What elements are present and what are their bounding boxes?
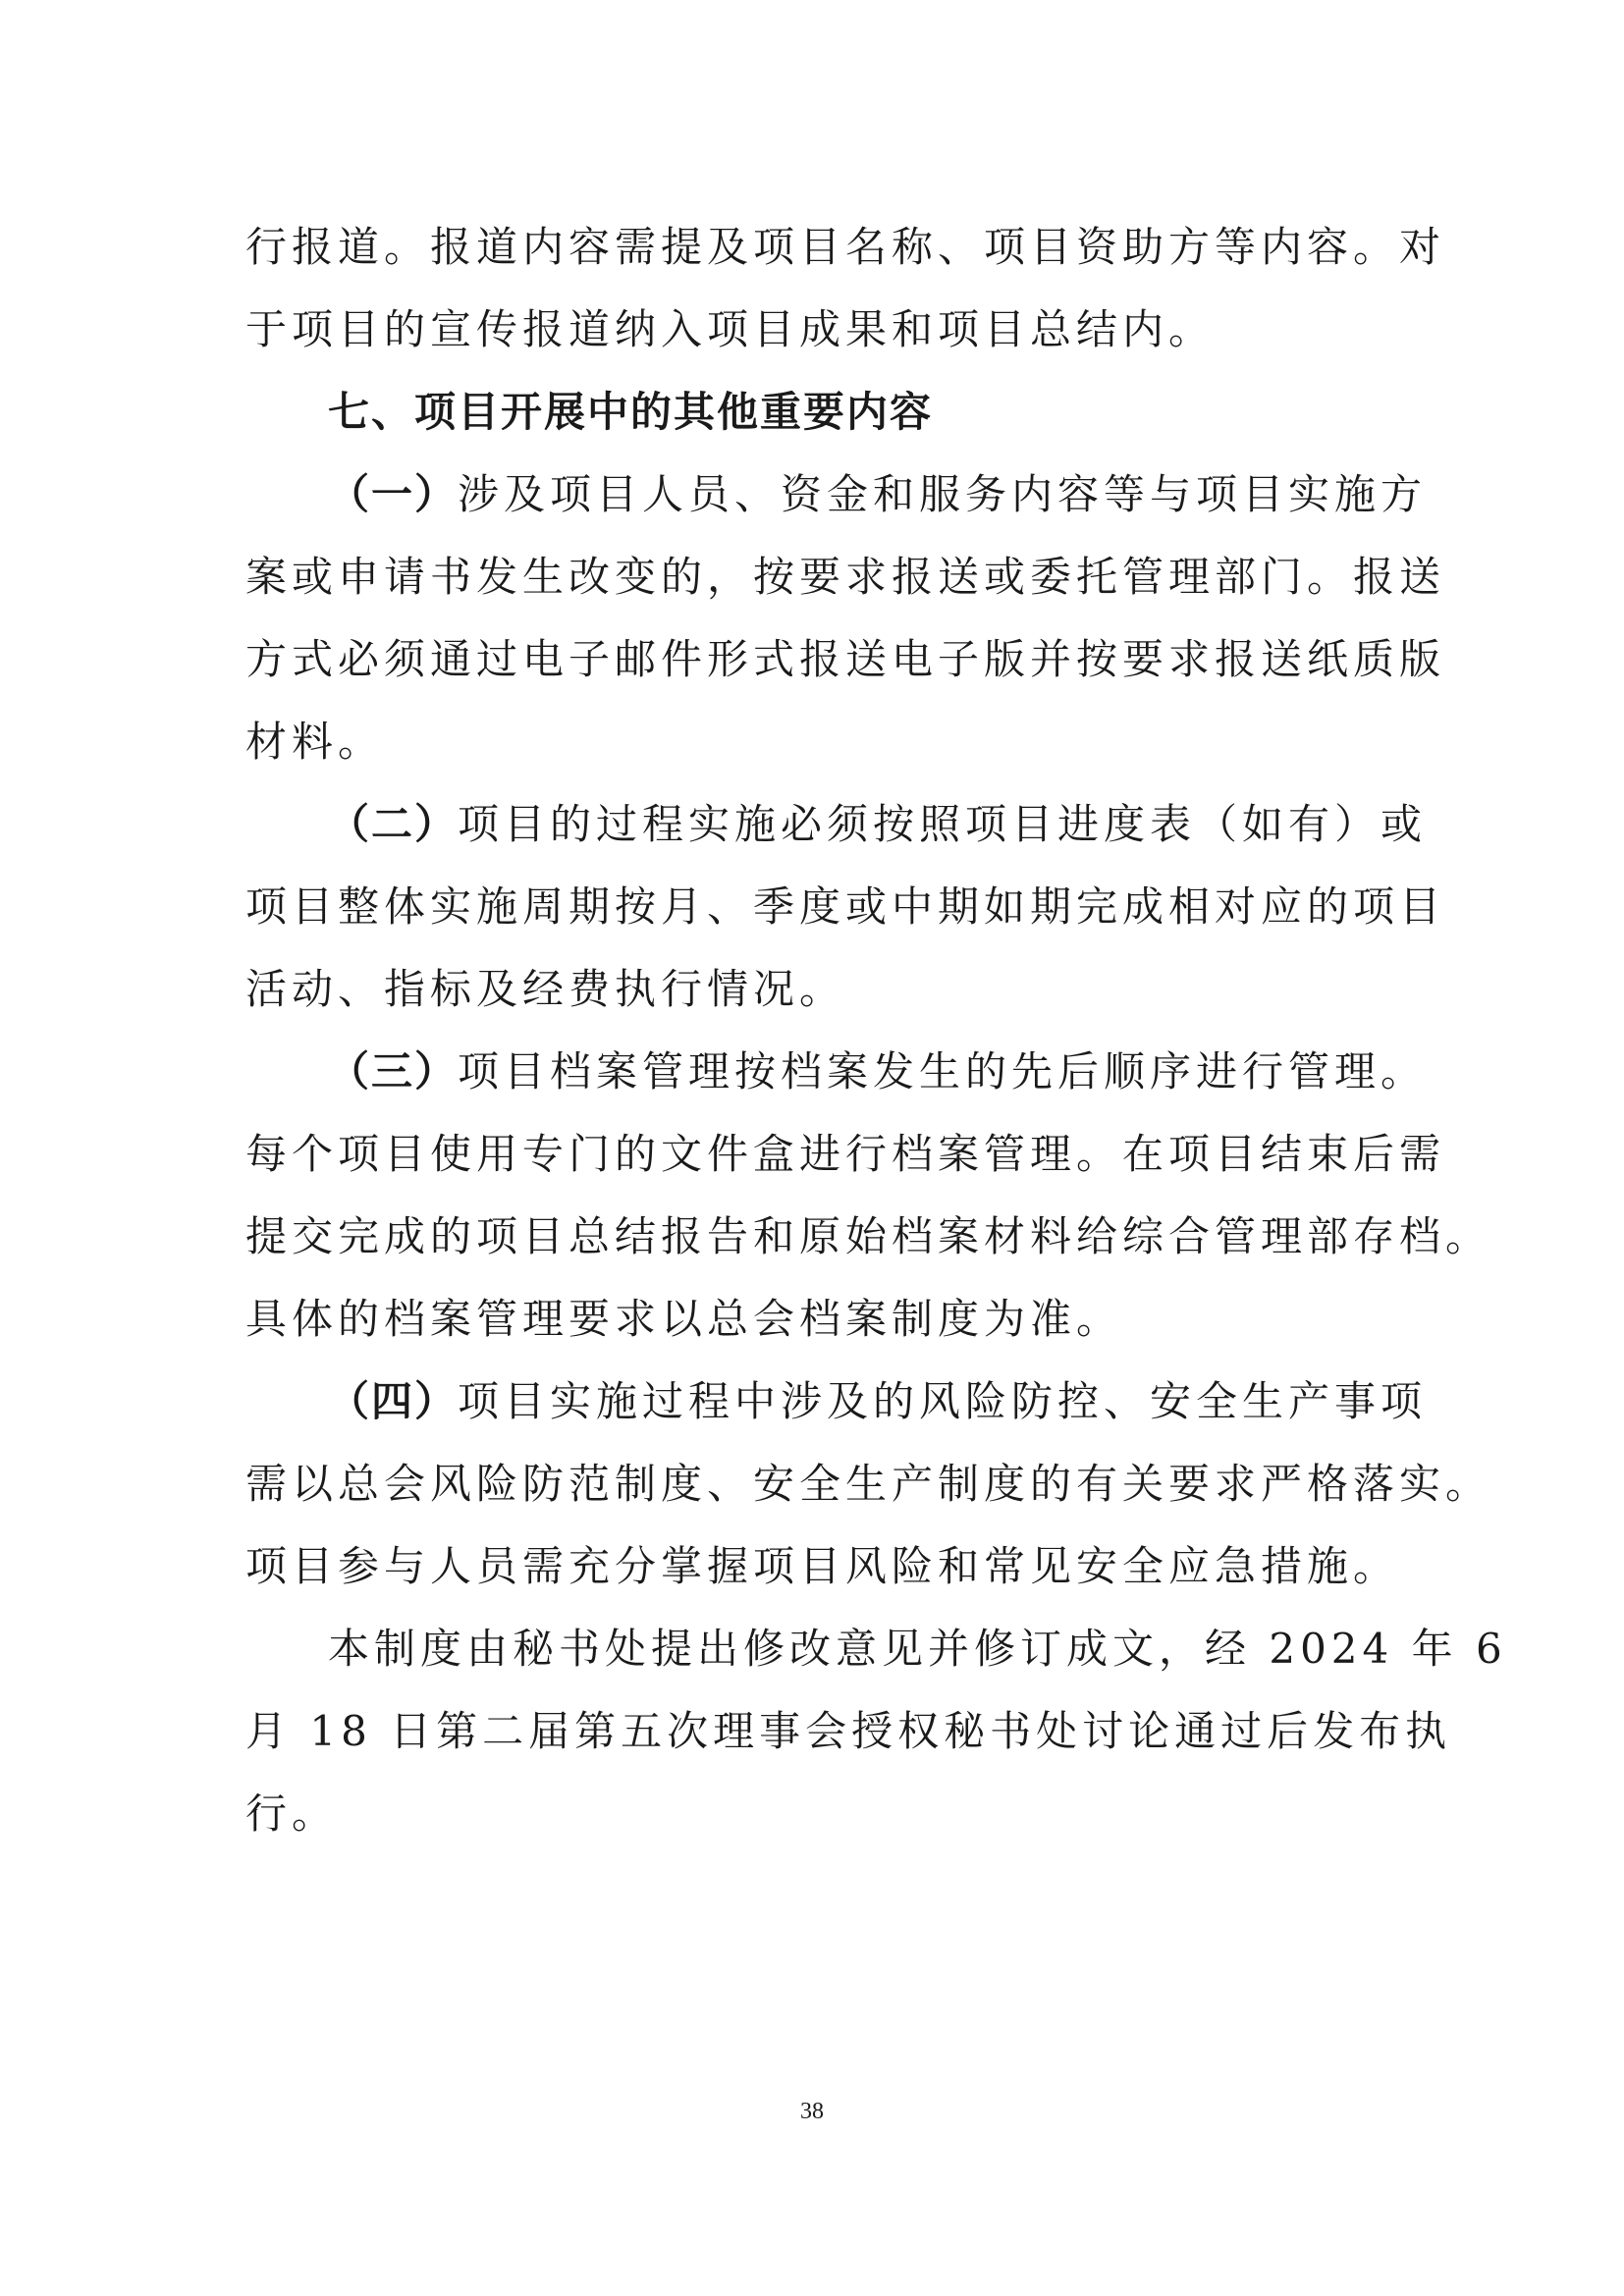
- item-3-marker: （三）: [328, 1047, 459, 1095]
- paragraph-line: 行报道。报道内容需提及项目名称、项目资助方等内容。对: [245, 223, 1446, 271]
- item-1-marker: （一）: [328, 470, 459, 518]
- paragraph-line: 具体的档案管理要求以总会档案制度为准。: [245, 1295, 1123, 1343]
- item-1-first-line: [328, 454, 1428, 536]
- paragraph-line: 每个项目使用专门的文件盒进行档案管理。在项目结束后需: [245, 1130, 1446, 1178]
- item-2-text: 项目的过程实施必须按照项目进度表（如有）或: [458, 800, 1428, 848]
- item-4-marker: （四）: [328, 1377, 459, 1425]
- item-3-first-line: [328, 1031, 1428, 1113]
- paragraph-line: 案或申请书发生改变的，按要求报送或委托管理部门。报送: [245, 553, 1446, 601]
- page-number: 38: [800, 2099, 824, 2124]
- paragraph-line: 行。: [245, 1789, 339, 1838]
- item-4-text: 项目实施过程中涉及的风险防控、安全生产事项: [458, 1377, 1428, 1425]
- paragraph-line: 需以总会风险防范制度、安全生产制度的有关要求严格落实。: [245, 1460, 1492, 1508]
- paragraph-line: 项目整体实施周期按月、季度或中期如期完成相对应的项目: [245, 882, 1446, 931]
- paragraph-line: 活动、指标及经费执行情况。: [245, 965, 846, 1013]
- item-2-first-line: [328, 783, 1428, 866]
- paragraph-line: 于项目的宣传报道纳入项目成果和项目总结内。: [245, 305, 1216, 353]
- paragraph-line: 方式必须通过电子邮件形式报送电子版并按要求报送纸质版: [245, 635, 1446, 683]
- section-heading: 七、项目开展中的其他重要内容: [328, 388, 934, 436]
- item-2-marker: （二）: [328, 800, 459, 848]
- item-1-text: 涉及项目人员、资金和服务内容等与项目实施方: [458, 470, 1428, 518]
- paragraph-line: 月 18 日第二届第五次理事会授权秘书处讨论通过后发布执: [245, 1707, 1452, 1755]
- paragraph-line: 提交完成的项目总结报告和原始档案材料给综合管理部存档。: [245, 1212, 1492, 1260]
- item-4-first-line: [328, 1361, 1428, 1443]
- closing-first-line: 本制度由秘书处提出修改意见并修订成文，经 2024 年 6: [328, 1625, 1507, 1673]
- item-3-text: 项目档案管理按档案发生的先后顺序进行管理。: [458, 1047, 1428, 1095]
- paragraph-line: 项目参与人员需充分掌握项目风险和常见安全应急措施。: [245, 1542, 1400, 1590]
- paragraph-line: 材料。: [245, 718, 385, 766]
